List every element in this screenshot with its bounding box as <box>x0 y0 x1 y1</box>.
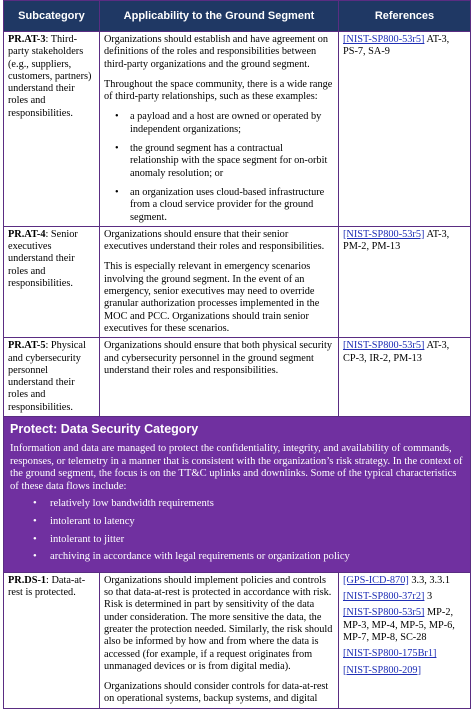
subcategory-cell <box>4 32 100 227</box>
list-item: • a payload and a host are owned or operated by independent organizations; <box>130 111 334 136</box>
subcategory-cell <box>4 338 100 417</box>
table-row <box>4 572 471 708</box>
subcategory-id: PR.AT-5 <box>8 340 46 352</box>
reference-text: AT-3, CP-3, IR-2, PM-13 <box>343 340 450 364</box>
table-header-row <box>4 1 471 32</box>
bullet-list <box>104 111 334 223</box>
column-header-references: References <box>339 1 471 32</box>
list-item: • the ground segment has a contractual relationship with the space segment for on-orbit anomaly resolution; or <box>130 143 334 180</box>
paragraph: Organizations should ensure that both physical security and cybersecurity personnel in the ground segment understand their roles and responsibilities. <box>104 340 333 376</box>
reference-link[interactable]: [NIST-SP800-209] <box>343 664 421 676</box>
applicability-cell <box>100 32 339 227</box>
paragraph: Organizations should ensure that their senior executives understand their roles and responsibilities. <box>104 228 325 253</box>
reference-link[interactable]: [NIST-SP800-53r5] <box>343 228 425 240</box>
reference-link[interactable]: [NIST-SP800-53r5] <box>343 34 425 45</box>
applicability-cell <box>100 338 339 417</box>
subcategory-text: : Physical and cybersecurity personnel understand their roles and responsibilities. <box>8 340 86 413</box>
category-cell <box>4 417 471 573</box>
category-title: Protect: Data Security Category <box>10 422 199 437</box>
category-intro: Information and data are managed to protect the confidentiality, integrity, and availability of commands, responses, or telemetry in a manner that is consistent with the organization’s risk strategy. In the context of the ground segment, the focus is on the TT&C uplinks and downlinks. Some of the typical characteristics of these data flows include: <box>10 443 463 492</box>
references-cell <box>339 32 471 227</box>
table-row <box>4 226 471 337</box>
subcategory-text: : Third-party stakeholders (e.g., suppliers, customers, partners) understand their roles and responsibilities. <box>8 34 92 119</box>
reference-link[interactable]: [NIST-SP800-53r5] <box>343 340 425 352</box>
applicability-cell <box>100 226 339 337</box>
subcategory-id: PR.AT-4 <box>8 228 46 240</box>
references-cell <box>339 226 471 337</box>
reference-entry <box>343 591 466 603</box>
subcategory-id: PR.DS-1 <box>8 574 47 586</box>
paragraph: Organizations should consider controls for data-at-rest on operational systems, backup systems, and digital <box>104 681 329 705</box>
reference-entry <box>343 648 466 660</box>
reference-text: 3.3, 3.3.1 <box>408 574 450 586</box>
reference-entry <box>343 575 466 587</box>
references-cell <box>339 572 471 708</box>
paragraph: This is especially relevant in emergency scenarios involving the ground segment. In the event of an emergency, senior executives may need to override granular authorization processes implemented in the MOC and PCC. Organizations should train senior executives for these scenarios. <box>104 261 320 334</box>
requirements-table <box>3 0 471 709</box>
reference-entry <box>343 607 466 644</box>
subcategory-id: PR.AT-3 <box>8 34 46 45</box>
reference-text: AT-3, PM-2, PM-13 <box>343 228 450 253</box>
reference-link[interactable]: [NIST-SP800-37r2] <box>343 591 425 603</box>
category-row <box>4 417 471 573</box>
applicability-cell <box>100 572 339 708</box>
category-bullet-list <box>10 498 464 563</box>
reference-text: AT-3, PS-7, SA-9 <box>343 34 450 58</box>
reference-text: MP-2, MP-3, MP-4, MP-5, MP-6, MP-7, MP-8, SC-28 <box>343 607 455 643</box>
subcategory-text: : Data-at-rest is protected. <box>8 574 86 599</box>
subcategory-text: : Senior executives understand their roles and responsibilities. <box>8 228 78 290</box>
reference-link[interactable]: [GPS-ICD-870] <box>343 574 409 586</box>
list-item: • archiving in accordance with legal requirements or organization policy <box>50 551 464 564</box>
reference-entry <box>343 665 466 677</box>
subcategory-cell <box>4 226 100 337</box>
reference-link[interactable]: [NIST-SP800-175Br1] <box>343 648 437 660</box>
paragraph: Organizations should establish and have agreement on definitions of the roles and responsibilities between third-party organizations and the ground segment. <box>104 34 328 70</box>
paragraph: Organizations should implement policies and controls so that data-at-rest is protected in accordance with risk. Risk is determined in part by sensitivity of the data under consideration. The more sensitive the data, the greater the protection needed. Similarly, the risk should also be informed by how and from where the data is accessed (for example, if a request originates from unmanaged devices or is from digital media). <box>104 574 333 672</box>
list-item: • intolerant to jitter <box>50 534 464 547</box>
subcategory-cell <box>4 572 100 708</box>
column-header-subcategory: Subcategory <box>4 1 100 32</box>
reference-text: 3 <box>424 591 433 603</box>
paragraph: Throughout the space community, there is a wide range of third-party relationships, such as these examples: <box>104 78 333 103</box>
table-row <box>4 32 471 227</box>
reference-link[interactable]: [NIST-SP800-53r5] <box>343 607 425 619</box>
list-item: • an organization uses cloud-based infrastructure from a cloud service provider for the ground segment. <box>130 187 334 224</box>
list-item: • intolerant to latency <box>50 516 464 529</box>
references-cell <box>339 338 471 417</box>
column-header-applicability: Applicability to the Ground Segment <box>100 1 339 32</box>
list-item: • relatively low bandwidth requirements <box>50 498 464 511</box>
table-row <box>4 338 471 417</box>
